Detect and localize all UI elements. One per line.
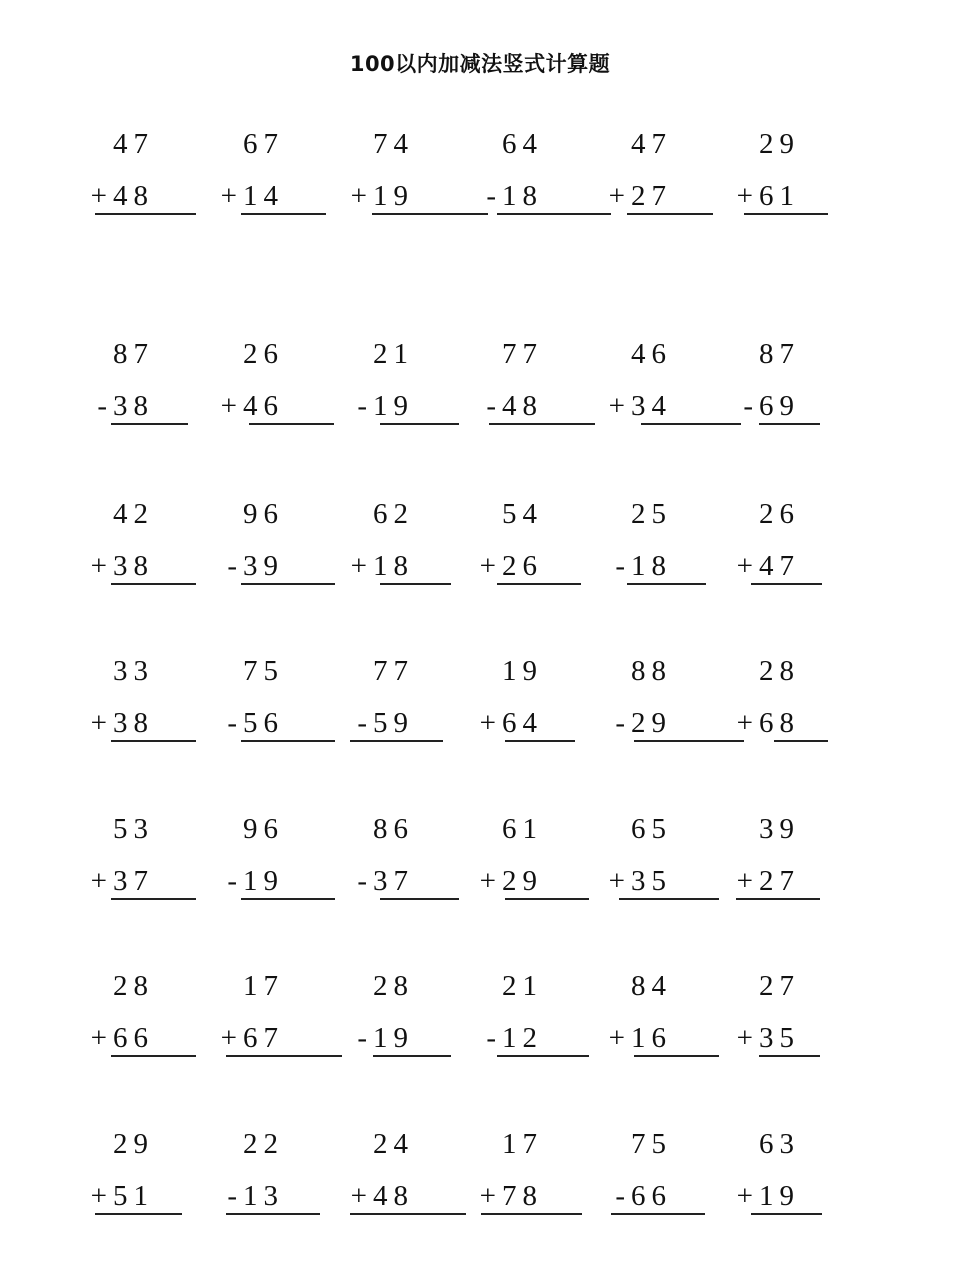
- problem: [584, 815, 704, 915]
- top-number: 24: [373, 1128, 414, 1160]
- problem: [712, 340, 832, 440]
- operand-with-operator: -19: [227, 865, 284, 897]
- top-number: 54: [502, 498, 543, 530]
- problem: [584, 657, 704, 757]
- operand-with-operator: -18: [486, 180, 543, 212]
- problem: [326, 130, 446, 230]
- problem: [584, 130, 704, 230]
- operand-with-operator: +27: [736, 865, 800, 897]
- top-number: 46: [631, 338, 672, 370]
- operand-with-operator: -39: [227, 550, 284, 582]
- answer-line: [111, 583, 196, 585]
- operand-with-operator: +38: [90, 550, 154, 582]
- answer-line: [627, 213, 713, 215]
- operand-with-operator: -59: [357, 707, 414, 739]
- top-number: 84: [631, 970, 672, 1002]
- top-number: 53: [113, 813, 154, 845]
- operand-with-operator: +51: [90, 1180, 154, 1212]
- answer-line: [751, 1213, 822, 1215]
- top-number: 21: [502, 970, 543, 1002]
- problem: [455, 815, 575, 915]
- top-number: 65: [631, 813, 672, 845]
- top-number: 75: [243, 655, 284, 687]
- top-number: 75: [631, 1128, 672, 1160]
- problem: [584, 500, 704, 600]
- answer-line: [380, 423, 459, 425]
- top-number: 87: [113, 338, 154, 370]
- top-number: 28: [113, 970, 154, 1002]
- operand-with-operator: +19: [736, 1180, 800, 1212]
- operand-with-operator: +19: [350, 180, 414, 212]
- operand-with-operator: +61: [736, 180, 800, 212]
- answer-line: [226, 1213, 320, 1215]
- operand-with-operator: +35: [608, 865, 672, 897]
- operand-with-operator: +34: [608, 390, 672, 422]
- problem: [455, 657, 575, 757]
- operand-with-operator: -19: [357, 1022, 414, 1054]
- answer-line: [380, 898, 459, 900]
- problem: [584, 972, 704, 1072]
- top-number: 64: [502, 128, 543, 160]
- operand-with-operator: +26: [479, 550, 543, 582]
- top-number: 62: [373, 498, 414, 530]
- top-number: 87: [759, 338, 800, 370]
- problem: [66, 130, 186, 230]
- answer-line: [95, 213, 196, 215]
- answer-line: [497, 583, 581, 585]
- operand-with-operator: +78: [479, 1180, 543, 1212]
- top-number: 27: [759, 970, 800, 1002]
- operand-with-operator: +14: [220, 180, 284, 212]
- top-number: 26: [759, 498, 800, 530]
- problem: [66, 500, 186, 600]
- top-number: 88: [631, 655, 672, 687]
- problem: [196, 340, 316, 440]
- problem: [196, 972, 316, 1072]
- problem: [66, 657, 186, 757]
- operand-with-operator: -38: [97, 390, 154, 422]
- answer-line: [751, 583, 822, 585]
- answer-line: [497, 1055, 589, 1057]
- operand-with-operator: -69: [743, 390, 800, 422]
- top-number: 17: [243, 970, 284, 1002]
- operand-with-operator: +37: [90, 865, 154, 897]
- page-title: 100以内加减法竖式计算题: [349, 52, 611, 76]
- top-number: 47: [631, 128, 672, 160]
- answer-line: [505, 740, 575, 742]
- answer-line: [380, 583, 451, 585]
- answer-line: [627, 583, 706, 585]
- answer-line: [619, 898, 719, 900]
- answer-line: [350, 740, 443, 742]
- problem: [712, 657, 832, 757]
- top-number: 17: [502, 1128, 543, 1160]
- answer-line: [241, 213, 326, 215]
- answer-line: [489, 423, 595, 425]
- operand-with-operator: -18: [615, 550, 672, 582]
- answer-line: [505, 898, 589, 900]
- operand-with-operator: +27: [608, 180, 672, 212]
- problem: [455, 500, 575, 600]
- answer-line: [241, 583, 335, 585]
- problem: [326, 815, 446, 915]
- problem: [196, 130, 316, 230]
- operand-with-operator: +66: [90, 1022, 154, 1054]
- top-number: 39: [759, 813, 800, 845]
- top-number: 47: [113, 128, 154, 160]
- top-number: 19: [502, 655, 543, 687]
- operand-with-operator: +38: [90, 707, 154, 739]
- answer-line: [759, 1055, 820, 1057]
- problem: [712, 130, 832, 230]
- operand-with-operator: -48: [486, 390, 543, 422]
- problem: [66, 340, 186, 440]
- problem: [712, 972, 832, 1072]
- top-number: 96: [243, 498, 284, 530]
- answer-line: [111, 740, 196, 742]
- problem: [326, 972, 446, 1072]
- answer-line: [95, 1213, 182, 1215]
- problem: [455, 1130, 575, 1230]
- problem: [455, 130, 575, 230]
- operand-with-operator: +48: [90, 180, 154, 212]
- operand-with-operator: +18: [350, 550, 414, 582]
- answer-line: [736, 898, 820, 900]
- top-number: 96: [243, 813, 284, 845]
- problem: [326, 340, 446, 440]
- top-number: 33: [113, 655, 154, 687]
- problem: [712, 1130, 832, 1230]
- top-number: 77: [373, 655, 414, 687]
- problem: [326, 500, 446, 600]
- operand-with-operator: +46: [220, 390, 284, 422]
- answer-line: [111, 1055, 196, 1057]
- problem: [326, 1130, 446, 1230]
- top-number: 26: [243, 338, 284, 370]
- operand-with-operator: -19: [357, 390, 414, 422]
- answer-line: [226, 1055, 342, 1057]
- operand-with-operator: -29: [615, 707, 672, 739]
- top-number: 28: [759, 655, 800, 687]
- top-number: 61: [502, 813, 543, 845]
- operand-with-operator: -66: [615, 1180, 672, 1212]
- operand-with-operator: +48: [350, 1180, 414, 1212]
- operand-with-operator: -37: [357, 865, 414, 897]
- problem: [326, 657, 446, 757]
- top-number: 86: [373, 813, 414, 845]
- top-number: 63: [759, 1128, 800, 1160]
- operand-with-operator: +67: [220, 1022, 284, 1054]
- problem: [712, 500, 832, 600]
- problem: [196, 815, 316, 915]
- answer-line: [481, 1213, 582, 1215]
- answer-line: [611, 1213, 705, 1215]
- answer-line: [241, 740, 335, 742]
- top-number: 28: [373, 970, 414, 1002]
- operand-with-operator: -13: [227, 1180, 284, 1212]
- answer-line: [774, 740, 828, 742]
- answer-line: [111, 898, 196, 900]
- answer-line: [744, 213, 828, 215]
- problem: [66, 972, 186, 1072]
- top-number: 29: [113, 1128, 154, 1160]
- operand-with-operator: +47: [736, 550, 800, 582]
- problem: [455, 340, 575, 440]
- top-number: 42: [113, 498, 154, 530]
- answer-line: [634, 1055, 719, 1057]
- problem: [584, 1130, 704, 1230]
- top-number: 29: [759, 128, 800, 160]
- answer-line: [111, 423, 188, 425]
- operand-with-operator: -56: [227, 707, 284, 739]
- top-number: 77: [502, 338, 543, 370]
- answer-line: [759, 423, 820, 425]
- operand-with-operator: +68: [736, 707, 800, 739]
- problem: [196, 657, 316, 757]
- top-number: 67: [243, 128, 284, 160]
- problem: [196, 1130, 316, 1230]
- operand-with-operator: +64: [479, 707, 543, 739]
- answer-line: [249, 423, 334, 425]
- answer-line: [350, 1213, 466, 1215]
- problem: [455, 972, 575, 1072]
- operand-with-operator: +16: [608, 1022, 672, 1054]
- answer-line: [241, 898, 335, 900]
- problem: [196, 500, 316, 600]
- operand-with-operator: -12: [486, 1022, 543, 1054]
- top-number: 25: [631, 498, 672, 530]
- top-number: 74: [373, 128, 414, 160]
- top-number: 21: [373, 338, 414, 370]
- top-number: 22: [243, 1128, 284, 1160]
- problem: [66, 1130, 186, 1230]
- problem: [584, 340, 704, 440]
- problem: [66, 815, 186, 915]
- operand-with-operator: +29: [479, 865, 543, 897]
- operand-with-operator: +35: [736, 1022, 800, 1054]
- answer-line: [373, 1055, 451, 1057]
- problem: [712, 815, 832, 915]
